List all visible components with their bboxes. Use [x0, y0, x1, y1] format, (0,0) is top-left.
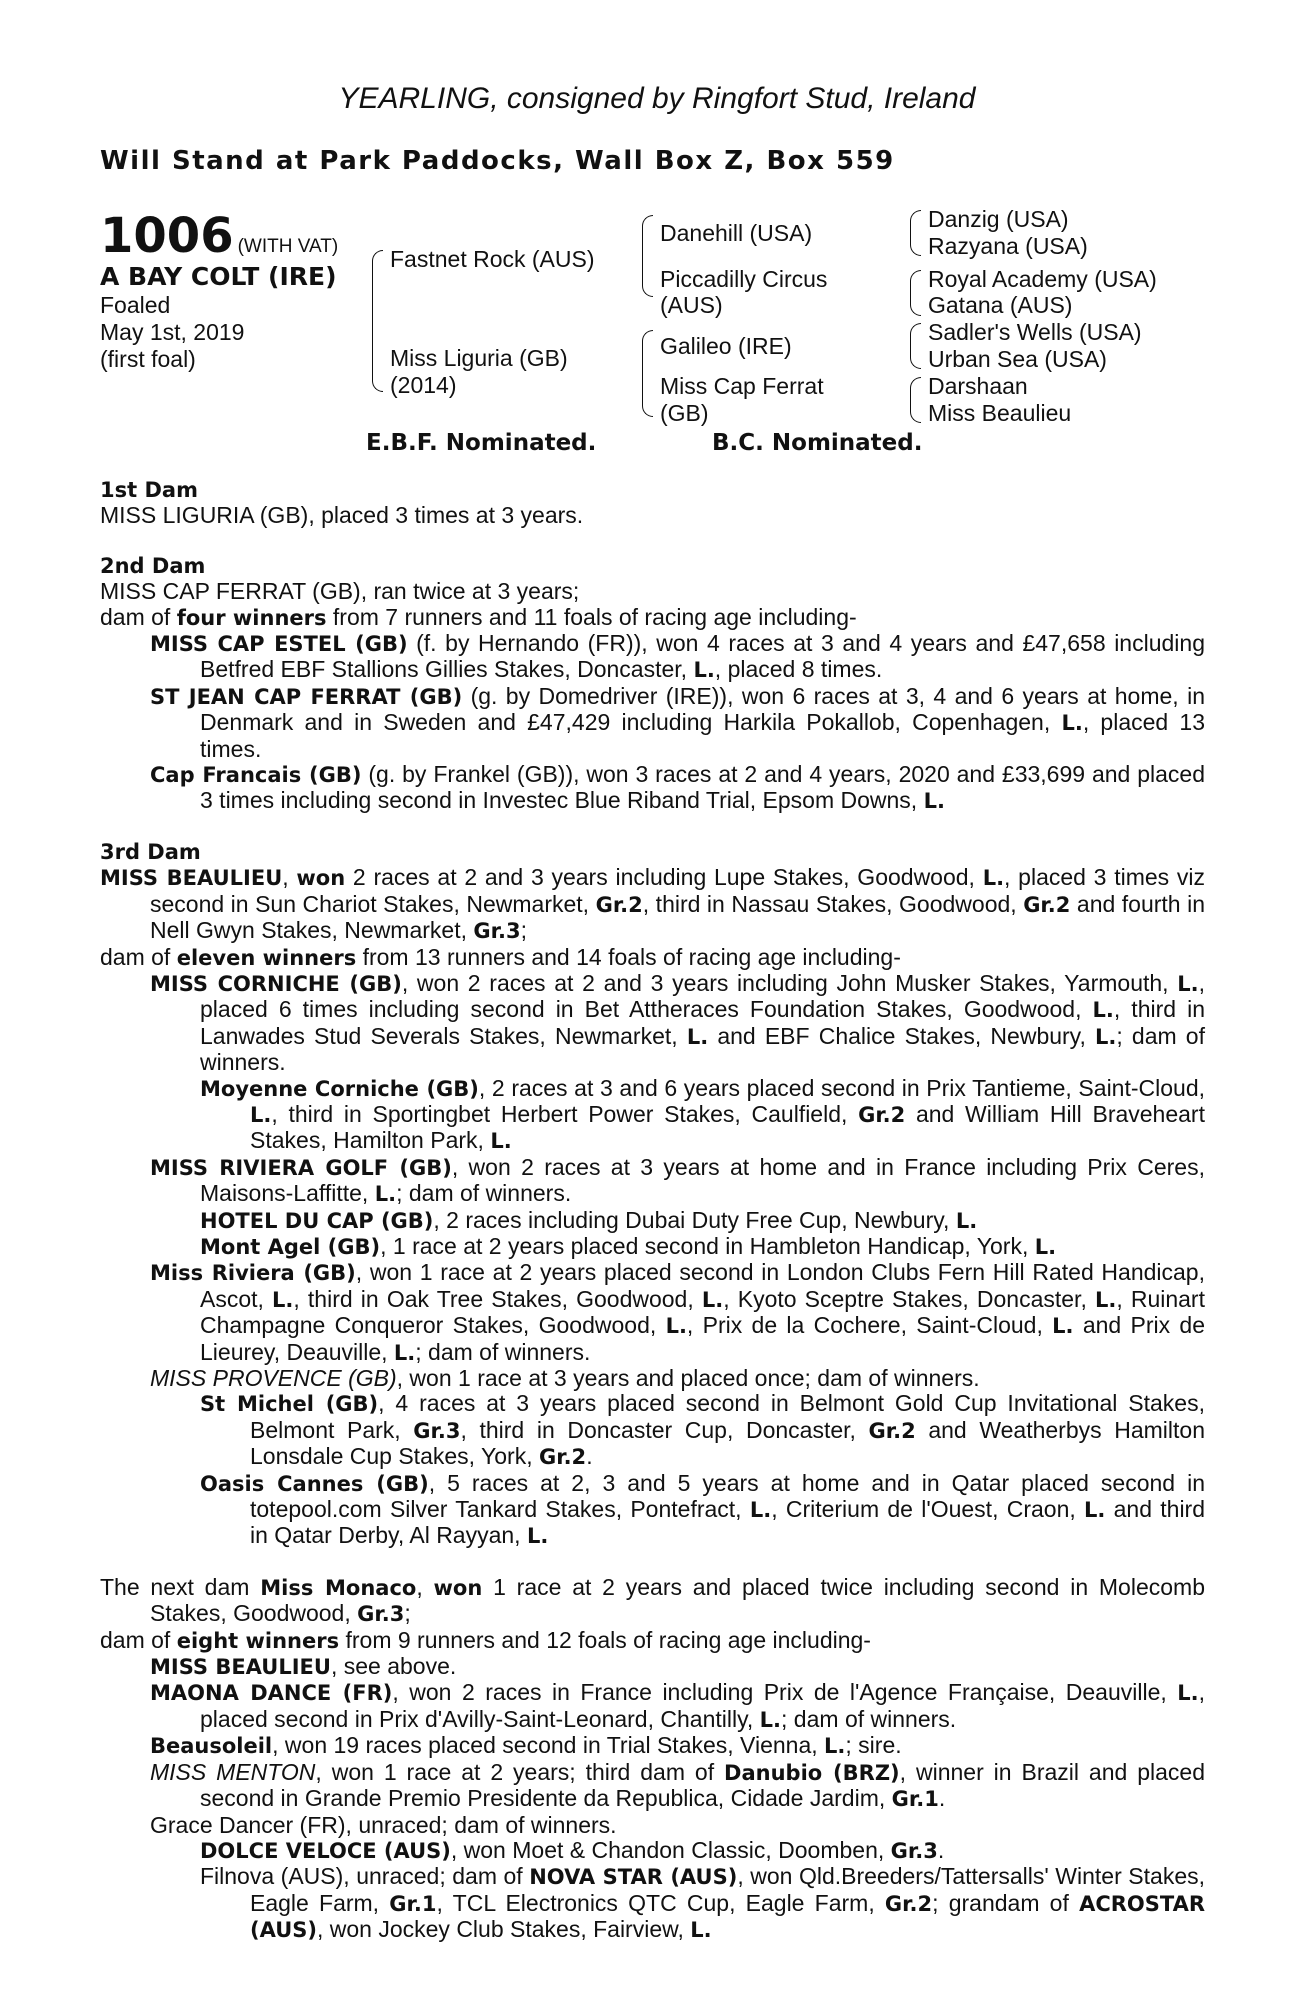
second-dam-intro: MISS CAP FERRAT (GB), ran twice at 3 years;	[100, 578, 580, 605]
pedigree-brace	[910, 210, 921, 256]
third-dam-produce-summary: dam of eleven winners from 13 runners and 14 foals of racing age including-	[100, 943, 901, 970]
dam-dam: Miss Cap Ferrat	[660, 373, 824, 399]
bc-nomination: B.C. Nominated.	[712, 430, 923, 456]
dam-dam-origin: (GB)	[660, 400, 709, 426]
produce-entry: Mont Agel (GB), 1 race at 2 years placed second in Hambleton Handicap, York, L.	[200, 1232, 1057, 1259]
produce-entry: MISS BEAULIEU, see above.	[150, 1653, 457, 1680]
foaled-label: Foaled	[100, 292, 171, 318]
first-dam-heading: 1st Dam	[100, 478, 198, 502]
grandsire-1: Danzig (USA)	[928, 206, 1069, 232]
produce-entry: MISS CORNICHE (GB), won 2 races at 2 and 3 years including John Musker Stakes, Yarmouth, L., placed 6 times including second in Bet Attheraces Foundation Stakes, Goodwood, L., third in Lanwades Stud Severals Stakes, Newmarket, L. and EBF Chalice Stakes, Newbury, L.; dam of winners.	[150, 969, 1206, 1076]
lot-number-block	[100, 208, 338, 264]
grandsire-4: Gatana (AUS)	[928, 292, 1073, 318]
produce-entry: Grace Dancer (FR), unraced; dam of winners.	[150, 1811, 617, 1838]
produce-entry: Moyenne Corniche (GB), 2 races at 3 and 6 years placed second in Prix Tantieme, Saint-Cloud, L., third in Sportingbet Herbert Power Stakes, Caulfield, Gr.2 and William Hill Braveheart Stakes, Hamilton Park, L.	[200, 1074, 1206, 1154]
vat-note: (WITH VAT)	[237, 236, 339, 257]
grandsire-7: Darshaan	[928, 373, 1028, 399]
produce-entry: MAONA DANCE (FR), won 2 races in France including Prix de l'Agence Française, Deauville, L., placed second in Prix d'Avilly-Saint-Leonard, Chantilly, L.; dam of winners.	[150, 1679, 1205, 1732]
foaled-date: May 1st, 2019	[100, 319, 245, 345]
pedigree-brace	[910, 323, 921, 369]
next-dam-produce-summary: dam of eight winners from 9 runners and 12 foals of racing age including-	[100, 1626, 871, 1653]
produce-entry: Cap Francais (GB) (g. by Frankel (GB)), won 3 races at 2 and 4 years, 2020 and £33,699 and placed 3 times including second in Investec Blue Riband Trial, Epsom Downs, L.	[150, 761, 1205, 814]
produce-entry: MISS MENTON, won 1 race at 2 years; third dam of Danubio (BRZ), winner in Brazil and placed second in Grande Premio Presidente da Republica, Cidade Jardim, Gr.1.	[150, 1758, 1205, 1812]
produce-entry: ST JEAN CAP FERRAT (GB) (g. by Domedriver (IRE)), won 6 races at 3, 4 and 6 years at home, in Denmark and in Sweden and £47,429 including Harkila Pokallob, Copenhagen, L., placed 13 times.	[150, 682, 1205, 762]
produce-entry: MISS PROVENCE (GB), won 1 race at 3 years and placed once; dam of winners.	[150, 1365, 980, 1391]
grandsire-3: Royal Academy (USA)	[928, 266, 1157, 292]
produce-entry: Beausoleil, won 19 races placed second in Trial Stakes, Vienna, L.; sire.	[150, 1732, 902, 1759]
sire-dam-origin: (AUS)	[660, 292, 723, 318]
lot-number: 1006	[100, 208, 234, 264]
grandsire-2: Razyana (USA)	[928, 233, 1088, 259]
grandsire-8: Miss Beaulieu	[928, 400, 1072, 426]
dam-sire: Galileo (IRE)	[660, 333, 792, 359]
produce-entry: HOTEL DU CAP (GB), 2 races including Dubai Duty Free Cup, Newbury, L.	[200, 1206, 978, 1233]
produce-entry: St Michel (GB), 4 races at 3 years placed second in Belmont Gold Cup Invitational Stakes, Belmont Park, Gr.3, third in Doncaster Cup, Doncaster, Gr.2 and Weatherbys Hamilton Lonsdale Cup Stakes, York, Gr.2.	[200, 1390, 1205, 1470]
produce-entry: Miss Riviera (GB), won 1 race at 2 years placed second in London Clubs Fern Hill Rated Handicap, Ascot, L., third in Oak Tree Stakes, Goodwood, L., Kyoto Sceptre Stakes, Doncaster, L., Ruinart Champagne Conqueror Stakes, Goodwood, L., Prix de la Cochere, Saint-Cloud, L. and Prix de Lieurey, Deauville, L.; dam of winners.	[150, 1259, 1206, 1365]
sire-dam: Piccadilly Circus	[660, 266, 828, 292]
produce-entry: MISS RIVIERA GOLF (GB), won 2 races at 3 years at home and in France including Prix Ceres, Maisons-Laffitte, L.; dam of winners.	[150, 1153, 1205, 1207]
stand-location: Will Stand at Park Paddocks, Wall Box Z, Box 559	[100, 146, 895, 176]
produce-entry: MISS CAP ESTEL (GB) (f. by Hernando (FR)), won 4 races at 3 and 4 years and £47,658 including Betfred EBF Stallions Gillies Stakes, Doncaster, L., placed 8 times.	[150, 630, 1205, 683]
grandsire-6: Urban Sea (USA)	[928, 346, 1107, 372]
grandsire-5: Sadler's Wells (USA)	[928, 319, 1142, 345]
third-dam-record: MISS BEAULIEU, won 2 races at 2 and 3 years including Lupe Stakes, Goodwood, L., placed 3 times viz second in Sun Chariot Stakes, Newmarket, Gr.2, third in Nassau Stakes, Goodwood, Gr.2 and fourth in Nell Gwyn Stakes, Newmarket, Gr.3;	[100, 864, 1206, 944]
produce-entry: Filnova (AUS), unraced; dam of NOVA STAR (AUS), won Qld.Breeders/Tattersalls' Winter Stakes, Eagle Farm, Gr.1, TCL Electronics QTC Cup, Eagle Farm, Gr.2; grandam of ACROSTAR (AUS), won Jockey Club Stakes, Fairview, L.	[200, 1863, 1205, 1943]
pedigree-brace	[910, 270, 921, 316]
pedigree-brace	[642, 330, 653, 417]
produce-entry: Oasis Cannes (GB), 5 races at 2, 3 and 5 years at home and in Qatar placed second in totepool.com Silver Tankard Stakes, Pontefract, L., Criterium de l'Ouest, Craon, L. and third in Qatar Derby, Al Rayyan, L.	[200, 1469, 1206, 1549]
third-dam-heading: 3rd Dam	[100, 839, 201, 864]
dam-year: (2014)	[390, 372, 457, 398]
consignment-line: YEARLING, consigned by Ringfort Stud, Ireland	[338, 82, 976, 115]
lot-title: A BAY COLT (IRE)	[100, 262, 337, 291]
produce-record	[100, 478, 1205, 1944]
dam-name: Miss Liguria (GB)	[390, 345, 568, 371]
next-dam-record: The next dam Miss Monaco, won 1 race at 2 years and placed twice including second in Molecomb Stakes, Goodwood, Gr.3;	[100, 1573, 1205, 1627]
pedigree-brace	[372, 250, 383, 392]
sire-sire: Danehill (USA)	[660, 220, 813, 246]
first-dam-text: MISS LIGURIA (GB), placed 3 times at 3 years.	[100, 502, 584, 529]
ebf-nomination: E.B.F. Nominated.	[366, 430, 597, 456]
second-dam-heading: 2nd Dam	[100, 553, 206, 578]
pedigree-brace	[910, 377, 921, 423]
sire-name: Fastnet Rock (AUS)	[390, 246, 595, 272]
pedigree-brace	[642, 215, 653, 297]
second-dam-produce-summary: dam of four winners from 7 runners and 11 foals of racing age including-	[100, 603, 857, 630]
foal-note: (first foal)	[100, 346, 196, 372]
produce-entry: DOLCE VELOCE (AUS), won Moet & Chandon Classic, Doomben, Gr.3.	[200, 1836, 945, 1863]
